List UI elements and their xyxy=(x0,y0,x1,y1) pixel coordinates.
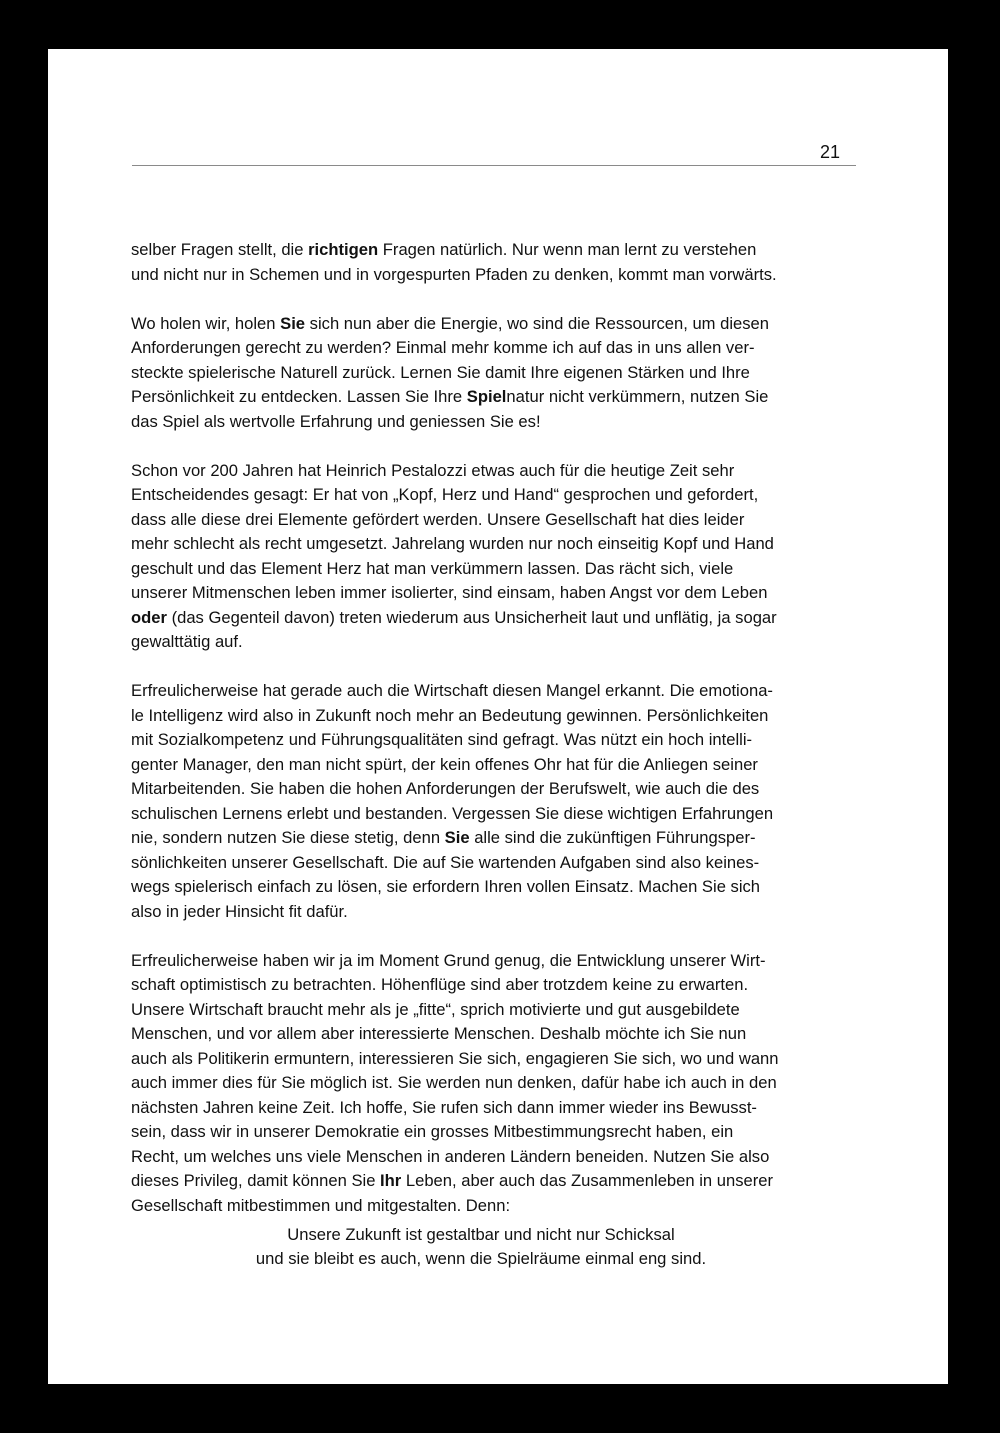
text-run: auch immer dies für Sie möglich ist. Sie werden nun denken, dafür habe ich auch in den xyxy=(131,1073,777,1092)
paragraph xyxy=(131,679,861,924)
text-line xyxy=(131,802,861,827)
text-run: unserer Mitmenschen leben immer isolierter, sind einsam, haben Angst vor dem Leben xyxy=(131,583,768,602)
body-text xyxy=(131,238,861,1272)
page-header xyxy=(132,141,856,166)
text-run: dieses Privileg, damit können Sie xyxy=(131,1171,381,1190)
text-line xyxy=(131,557,861,582)
text-line xyxy=(131,1096,861,1121)
text-run: mit Sozialkompetenz und Führungsqualitäten sind gefragt. Was nützt ein hoch intelli- xyxy=(131,730,753,749)
text-line xyxy=(131,1047,861,1072)
paragraph xyxy=(131,949,861,1219)
text-run: auch als Politikerin ermuntern, interessieren Sie sich, engagieren Sie sich, wo und wann xyxy=(131,1048,779,1068)
bold-text: oder xyxy=(131,607,167,627)
text-run: selber Fragen stellt, die xyxy=(131,240,309,259)
bold-text: Sie xyxy=(280,313,306,333)
text-line xyxy=(131,679,861,704)
document-page xyxy=(48,49,948,1384)
page-number: 21 xyxy=(819,142,840,162)
text-line xyxy=(131,900,861,925)
text-line xyxy=(131,336,861,361)
text-run: geschult und das Element Herz hat man verkümmern lassen. Das rächt sich, viele xyxy=(131,558,734,578)
text-line xyxy=(131,728,861,753)
text-run: alle sind die zukünftigen Führungsper- xyxy=(469,828,756,847)
text-run: Wo holen wir, holen xyxy=(131,313,281,333)
bold-text: Spiel xyxy=(466,387,507,406)
text-run: steckte spielerische Naturell zurück. Lernen Sie damit Ihre eigenen Stärken und Ihre xyxy=(131,362,750,382)
text-run: Gesellschaft mitbestimmen und mitgestalten. Denn: xyxy=(131,1195,511,1215)
text-line xyxy=(131,826,861,851)
text-line xyxy=(131,973,861,998)
text-run: nie, sondern nutzen Sie diese stetig, denn xyxy=(131,828,445,847)
closing-line: Unsere Zukunft ist gestaltbar und nicht nur Schicksal xyxy=(287,1224,675,1244)
text-line xyxy=(131,532,861,557)
text-run: Persönlichkeit zu entdecken. Lassen Sie Ihre xyxy=(131,387,467,406)
text-line xyxy=(131,606,861,631)
text-run: Anforderungen gerecht zu werden? Einmal mehr komme ich auf das in uns allen ver- xyxy=(131,338,755,357)
text-run: schulischen Lernens erlebt und bestanden. Vergessen Sie diese wichtigen Erfahrungen xyxy=(131,803,774,823)
text-line xyxy=(131,1071,861,1096)
text-line xyxy=(131,238,861,263)
text-run: sönlichkeiten unserer Gesellschaft. Die auf Sie wartenden Aufgaben sind also keines- xyxy=(131,852,760,872)
bold-text: Sie xyxy=(444,828,470,847)
text-run: Erfreulicherweise haben wir ja im Moment Grund genug, die Entwicklung unserer Wirt- xyxy=(131,950,766,970)
text-line xyxy=(131,1022,861,1047)
text-run: le Intelligenz wird also in Zukunft noch mehr an Bedeutung gewinnen. Persönlichkeiten xyxy=(131,705,769,725)
text-run: Schon vor 200 Jahren hat Heinrich Pestalozzi etwas auch für die heutige Zeit sehr xyxy=(131,460,735,480)
text-line xyxy=(131,508,861,533)
closing-line: und sie bleibt es auch, wenn die Spielräume einmal eng sind. xyxy=(255,1249,707,1268)
text-run: sein, dass wir in unserer Demokratie ein grosses Mitbestimmungsrecht haben, ein xyxy=(131,1122,734,1141)
text-line xyxy=(131,1194,861,1219)
text-run: das Spiel als wertvolle Erfahrung und geniessen Sie es! xyxy=(131,411,541,431)
text-run: Unsere Wirtschaft braucht mehr als je „fitte“, sprich motivierte und gut ausgebildete xyxy=(131,999,740,1019)
text-line xyxy=(131,410,861,435)
text-run: Mitarbeitenden. Sie haben die hohen Anforderungen der Berufswelt, wie auch die des xyxy=(131,779,760,798)
closing-quote xyxy=(131,1223,831,1272)
text-run: Menschen, und vor allem aber interessierte Menschen. Deshalb möchte ich Sie nun xyxy=(131,1024,747,1043)
text-run: Entscheidendes gesagt: Er hat von „Kopf, Herz und Hand“ gesprochen und gefordert, xyxy=(131,485,759,504)
text-line xyxy=(131,361,861,386)
text-line xyxy=(131,483,861,508)
text-run: Leben, aber auch das Zusammenleben in unserer xyxy=(401,1171,774,1190)
paragraph xyxy=(131,238,861,287)
text-run: wegs spielerisch einfach zu lösen, sie erfordern Ihren vollen Einsatz. Machen Sie sich xyxy=(131,877,761,896)
bold-text: Ihr xyxy=(380,1171,402,1190)
text-line xyxy=(131,1169,861,1194)
text-run: nächsten Jahren keine Zeit. Ich hoffe, Sie rufen sich dann immer wieder ins Bewusst- xyxy=(131,1097,757,1117)
text-run: natur nicht verkümmern, nutzen Sie xyxy=(506,387,769,406)
bold-text: richtigen xyxy=(308,240,379,259)
text-line xyxy=(131,777,861,802)
paragraph xyxy=(131,312,861,435)
text-run: genter Manager, den man nicht spürt, der kein offenes Ohr hat für die Anliegen seiner xyxy=(131,754,758,774)
text-line xyxy=(131,312,861,337)
text-line xyxy=(131,581,861,606)
text-run: gewalttätig auf. xyxy=(131,632,243,651)
paragraph xyxy=(131,459,861,655)
text-run: Fragen natürlich. Nur wenn man lernt zu verstehen xyxy=(378,240,757,259)
text-run: sich nun aber die Energie, wo sind die Ressourcen, um diesen xyxy=(305,313,770,333)
text-run: Erfreulicherweise hat gerade auch die Wirtschaft diesen Mangel erkannt. Die emotiona- xyxy=(131,681,773,700)
text-run: dass alle diese drei Elemente gefördert werden. Unsere Gesellschaft hat dies leider xyxy=(131,509,745,529)
text-line xyxy=(131,875,861,900)
text-line xyxy=(131,949,861,974)
text-run: mehr schlecht als recht umgesetzt. Jahrelang wurden nur noch einseitig Kopf und Hand xyxy=(131,534,774,553)
text-line xyxy=(131,753,861,778)
text-line xyxy=(131,998,861,1023)
text-run: also in jeder Hinsicht fit dafür. xyxy=(131,901,348,921)
text-line xyxy=(131,385,861,410)
paragraph-list xyxy=(131,238,861,1218)
text-run: Recht, um welches uns viele Menschen in anderen Ländern beneiden. Nutzen Sie also xyxy=(131,1146,770,1166)
text-line xyxy=(131,1120,861,1145)
text-line xyxy=(131,459,861,484)
text-line xyxy=(131,263,861,288)
text-run: und nicht nur in Schemen und in vorgespurten Pfaden zu denken, kommt man vorwärts. xyxy=(131,264,777,284)
text-run: schaft optimistisch zu betrachten. Höhenflüge sind aber trotzdem keine zu erwarten. xyxy=(131,975,749,994)
text-run: (das Gegenteil davon) treten wiederum aus Unsicherheit laut und unflätig, ja sogar xyxy=(166,607,777,627)
text-line xyxy=(131,851,861,876)
text-line xyxy=(131,704,861,729)
text-line xyxy=(131,1145,861,1170)
text-line xyxy=(131,630,861,655)
